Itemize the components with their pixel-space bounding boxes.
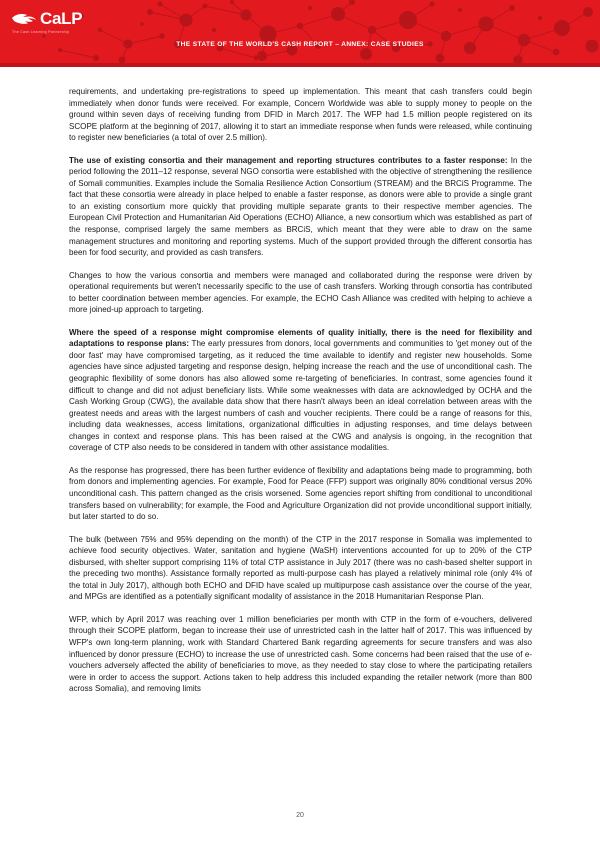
paragraph-lead: Where the speed of a response might compromise elements of quality initially, there is the need for flexibility and adaptations to response plans: [69, 327, 532, 349]
paragraph-text: requirements, and undertaking pre-registrations to speed up implementation. This meant that cash transfers could begin immediately when donor funds were received. For example, Concern Worldwide was able to supply money to people on the ground within seven days of receiving funding from DFID in March 2017. The WFP had 1.5 million people registered on its SCOPE platform at the beginning of 2017, allowing it to start an immediate response when funds were released, while continuing to register new beneficiaries (a total of over 2.5 million). [69, 87, 532, 143]
paragraph [69, 327, 532, 454]
paragraph [69, 270, 532, 316]
page-header [0, 0, 600, 67]
calp-logo[interactable] [11, 10, 82, 34]
paragraph-text: The bulk (between 75% and 95% depending on the month) of the CTP in the 2017 response in Somalia was implemented to achieve food security objectives. Water, sanitation and hygiene (WaSH) interventions accounted for up to 20% of the CTP disbursed, with shelter support comprising 11% of total CTP assistance in July 2017 (there was no cash-based shelter support in the preceding two months). Assistance formally reported as multi-purpose cash has played a relatively minimal role (only 4% of the total in July 2017), although both ECHO and DFID have scaled up multipurpose cash assistance over the course of the year, and MPGs are identified as a potentially significant modality of assistance in the 2018 Humanitarian Response Plan. [69, 534, 532, 602]
paragraph-text: WFP, which by April 2017 was reaching over 1 million beneficiaries per month with CTP in the form of e-vouchers, delivered through their SCOPE platform, began to increase their use of unrestricted cash in the latter half of 2017. This was influenced by WFP's own long-term planning, work with Standard Chartered Bank regarding agreements for secure transfers and was also influenced by donor pressure (ECHO) to increase the use of unrestricted cash. Some concerns had been raised that the use of e-vouchers adversely affected the ability of beneficiaries to move, as they needed to stay close to where the participating retailers were in order to access the support. Actions taken to help address this included expanding the retailer network (more than 800 across Somalia), and removing limits [69, 614, 532, 694]
document-body [69, 86, 532, 695]
calp-hand-icon [11, 11, 37, 27]
calp-tagline: The Cash Learning Partnership [12, 30, 70, 34]
paragraph [69, 86, 532, 144]
paragraph [69, 534, 532, 603]
header-bottom-edge [0, 63, 600, 67]
paragraph [69, 614, 532, 695]
paragraph-text: The early pressures from donors, local governments and communities to 'get money out of the door fast' may have compromised targeting, as it reduced the time available to identify and register new households. Some agencies have since adjusted targeting and response design, helping increase the reach and the use of unconditional cash. The geographic flexibility of some donors has also allowed some re-targeting of beneficiaries. In contrast, some agencies found it difficult to change and did not adjust beneficiary lists. While some weaknesses with data are acknowledged by OCHA and the Cash Working Group (CWG), the available data show that there hasn't always been an ideal correlation between areas with the greatest needs and areas with the largest numbers of cash and voucher recipients. There could be a range of reasons for this, including data weaknesses, access limitations, organizational difficulties in adjusting responses, and time delays between changes in context and response plans. This has been raised at the CWG and analysis is ongoing, in the recognition that coverage of CTP also needs to be considered in tandem with other assistance modalities. [69, 339, 532, 453]
paragraph [69, 155, 532, 259]
header-molecular-pattern [0, 0, 600, 67]
paragraph-text: Changes to how the various consortia and members were managed and collaborated during the response were driven by operational requirements but weren't necessarily specific to the use of cash transfers. Working through consortia has contributed to better coordination between member agencies. For example, the ECHO Cash Alliance was credited with helping to achieve a more joined-up approach to targeting. [69, 270, 532, 315]
paragraph-lead: The use of existing consortia and their management and reporting structures contributes to a faster response: [69, 155, 508, 165]
page-number: 20 [296, 812, 304, 819]
paragraph [69, 465, 532, 523]
report-title: THE STATE OF THE WORLD'S CASH REPORT – ANNEX: CASE STUDIES [176, 41, 424, 48]
calp-wordmark: CaLP [40, 9, 83, 28]
paragraph-text: As the response has progressed, there has been further evidence of flexibility and adaptations being made to programming, both from donors and implementing agencies. For example, Food for Peace (FFP) support was originally 80% conditional versus 20% unconditional cash. This pattern changed as the crisis worsened. Some agencies report shifting from conditional to unconditional transfers based on vulnerability; for example, the Food and Agriculture Organization did not provide unconditional support initially, but later started to do so. [69, 465, 532, 522]
paragraph-text: In the period following the 2011–12 response, several NGO consortia were established with the objective of strengthening the resilience of Somali communities. Examples include the Somalia Resilience Action Consortium (STREAM) and the BRCiS Programme. The fact that these consortia were already in place helped to enable a faster response, as donors were able to provide a single grant to an existing consortium more quickly that providing multiple separate grants to their respective member agencies. The European Civil Protection and Humanitarian Aid Operations (ECHO) Alliance, a new consortium which was established as part of the response, comprised largely the same members as BRCiS, which meant that they were able to draw on the same management structures and monitoring and reporting systems. Much of the support provided through the different consortia has been for food security, and provided as cash transfers. [69, 155, 532, 258]
